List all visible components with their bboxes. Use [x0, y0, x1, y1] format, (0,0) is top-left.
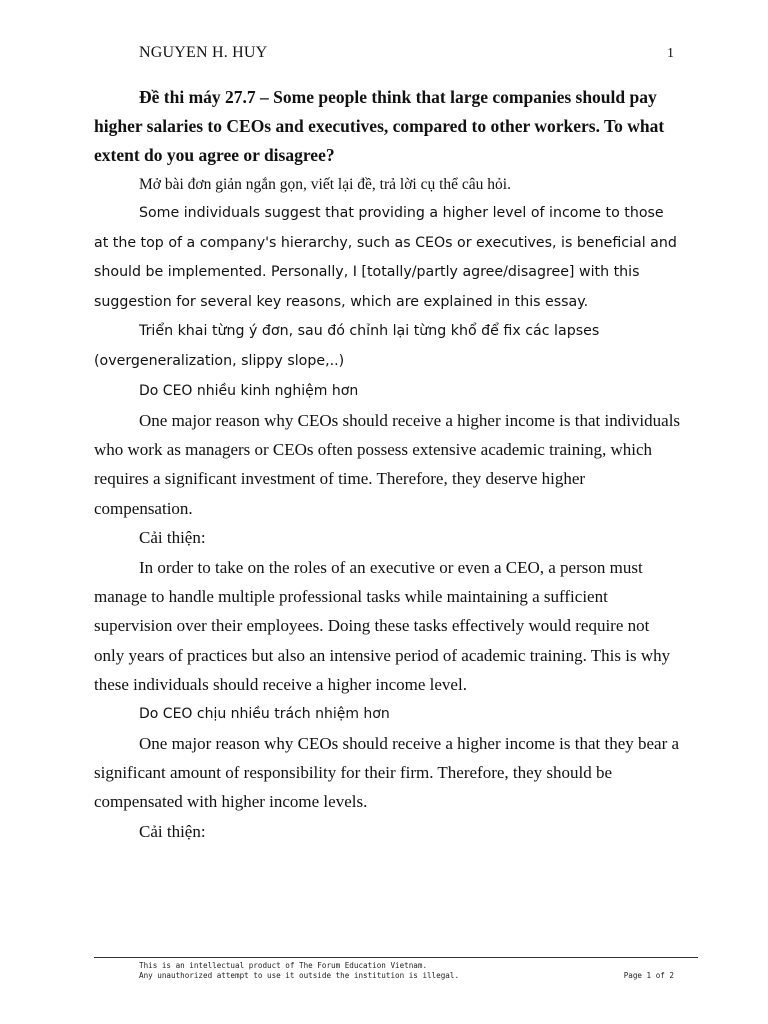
idea1-draft-paragraph: One major reason why CEOs should receive a higher income is that individuals who work as managers or CEOs often possess extensive academic training, which requires a significant investment of time. Therefore, they deserve higher compensation. [94, 410, 681, 518]
essay-question-title: Đề thi máy 27.7 – Some people think that large companies should pay higher salaries to CEOs and executives, compared to other workers. To what extent do you agree or disagree? [94, 87, 665, 165]
footer-notice-line: This is an intellectual product of The Forum Education Vietnam. [139, 961, 428, 970]
footer-notice-line: Any unauthorized attempt to use it outside the institution is illegal. [139, 971, 460, 980]
idea2-draft-paragraph: One major reason why CEOs should receive a higher income is that they bear a significant amount of responsibility for their firm. Therefore, they should be compensated with higher income levels. [94, 733, 680, 812]
header-page-number: 1 [667, 46, 674, 61]
improve-label: Cải thiện: [139, 821, 206, 841]
document-body [94, 83, 682, 846]
intro-paragraph: Some individuals suggest that providing a higher level of income to those at the top of a company's hierarchy, such as CEOs or executives, is beneficial and should be implemented. Personally, I [totally/partly agree/disagree] with this suggestion for several key reasons, which are explained in this essay. [94, 205, 677, 310]
footer-divider [94, 957, 698, 958]
intro-note: Mở bài đơn giản ngắn gọn, viết lại đề, trả lời cụ thể câu hỏi. [139, 176, 511, 193]
develop-note: Triển khai từng ý đơn, sau đó chỉnh lại từng khổ để fix các lapses (overgeneralization, slippy slope,..) [94, 323, 600, 369]
improve-label: Cải thiện: [139, 528, 206, 548]
footer-notice [139, 961, 459, 981]
idea1-heading: Do CEO nhiều kinh nghiệm hơn [139, 382, 359, 399]
header-author: NGUYEN H. HUY [139, 44, 268, 61]
idea1-improved-paragraph: In order to take on the roles of an executive or even a CEO, a person must manage to handle multiple professional tasks while maintaining a sufficient supervision over their employees. Doing these tasks effectively would require not only years of practices but also an intensive period of academic training. This is why these individuals should receive a higher income level. [94, 557, 671, 695]
idea2-heading: Do CEO chịu nhiều trách nhiệm hơn [139, 705, 390, 722]
footer-page-label: Page 1 of 2 [623, 971, 674, 980]
